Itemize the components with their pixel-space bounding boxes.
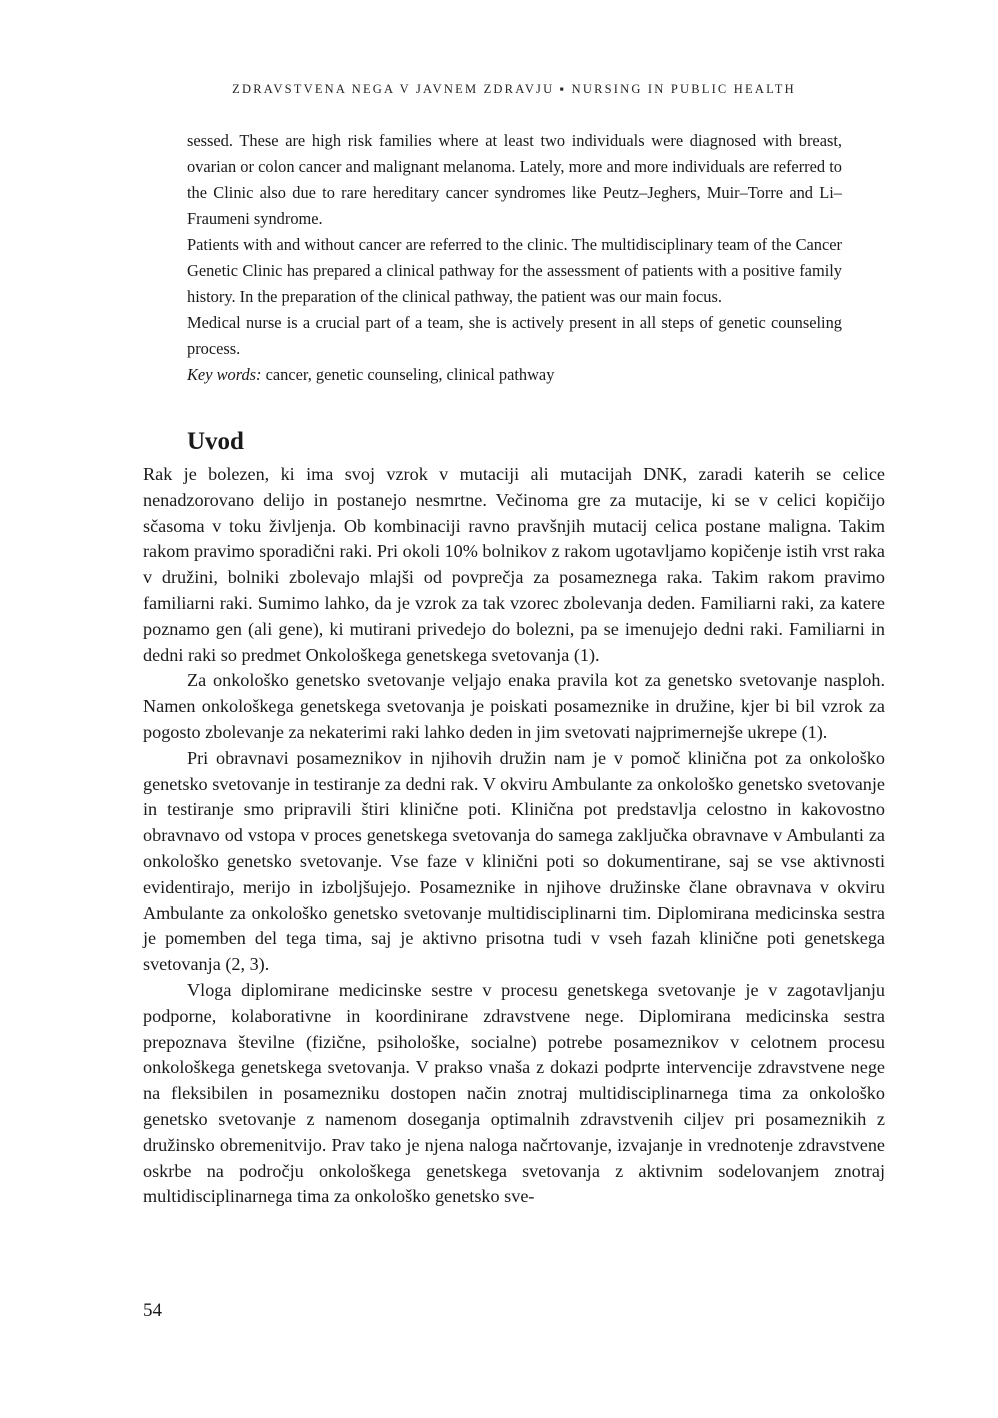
keywords-value: cancer, genetic counseling, clinical pathway <box>265 365 555 384</box>
section-heading: Uvod <box>187 428 244 455</box>
body-paragraph: Vloga diplomirane medicinske sestre v procesu genetskega svetovanje je v zagotavljanju podporne, kolaborativne in koordinirane zdravstvene nege. Diplomirana medicinska sestra prepoznava številne (fizične, psihološke, socialne) potrebe posameznikov v celotnem procesu onkološkega genetskega svetovanja. V prakso vnaša z dokazi podprte intervencije zdravstvene nege na fleksibilen in posamezniku dostopen način znotraj multidisciplinarnega tima za onkološko genetsko svetovanje z namenom doseganja optimalnih zdravstvenih ciljev pri posameznikih z družinsko obremenitvijo. Prav tako je njena naloga načrtovanje, izvajanje in vrednotenje zdravstvene oskrbe na področju onkološkega genetskega svetovanja z aktivnim sodelovanjem znotraj multidisciplinarnega tima za onkološko genetsko sve- <box>143 979 885 1207</box>
abstract-paragraph: Patients with and without cancer are referred to the clinic. The multidisciplinary team of the Cancer Genetic Clinic has prepared a clinical pathway for the assessment of patients with a positive family history. In the preparation of the clinical pathway, the patient was our main focus. <box>187 235 842 306</box>
keywords-line <box>187 362 842 388</box>
section-body <box>143 462 885 1210</box>
keywords-label: Key words: <box>187 365 262 384</box>
body-paragraph: Pri obravnavi posameznikov in njihovih družin nam je v pomoč klinična pot za onkološko genetsko svetovanje in testiranje za dedni rak. V okviru Ambulante za onkološko genetsko svetovanje in testiranje smo pripravili štiri klinične poti. Klinična pot predstavlja celostno in kakovostno obravnavo od vstopa v proces genetskega svetovanja do samega zaključka obravnave v Ambulanti za onkološko genetsko svetovanje. Vse faze v klinični poti so dokumentirane, saj se vse aktivnosti evidentirajo, merijo in izboljšujejo. Posameznike in njihove družinske člane obravnava v okviru Ambulante za onkološko genetsko svetovanje multidisciplinarni tim. Diplomirana medicinska sestra je pomemben del tega tima, saj je aktivno prisotna tudi v vseh fazah klinične poti genetskega svetovanja (2, 3). <box>143 747 885 975</box>
body-paragraph: Za onkološko genetsko svetovanje veljajo enaka pravila kot za genetsko svetovanje nasploh. Namen onkološkega genetskega svetovanja je poiskati posameznike in družine, kjer bi bil vzrok za pogosto zbolevanje za nekaterimi raki lahko deden in jim svetovati najprimernejše ukrepe (1). <box>143 670 885 742</box>
abstract-continuation <box>187 128 842 388</box>
running-header: ZDRAVSTVENA NEGA V JAVNEM ZDRAVJU ▪ NURSING IN PUBLIC HEALTH <box>232 82 796 96</box>
abstract-paragraph: sessed. These are high risk families where at least two individuals were diagnosed with breast, ovarian or colon cancer and malignant melanoma. Lately, more and more individuals are referred to the Clinic also due to rare hereditary cancer syndromes like Peutz–Jeghers, Muir–Torre and Li–Fraumeni syndrome. <box>187 131 842 228</box>
body-paragraph: Rak je bolezen, ki ima svoj vzrok v mutaciji ali mutacijah DNK, zaradi katerih se celice nenadzorovano delijo in postanejo nesmrtne. Večinoma gre za mutacije, ki se v celici kopičijo sčasoma v toku življenja. Ob kombinaciji ravno pravšnjih mutacij celica postane maligna. Takim rakom pravimo sporadični raki. Pri okoli 10% bolnikov z rakom ugotavljamo kopičenje istih vrst raka v družini, bolniki zbolevajo mlajši od povprečja za posameznega raka. Takim rakom pravimo familiarni raki. Sumimo lahko, da je vzrok za tak vzorec zbolevanja deden. Familiarni raki, za katere poznamo gen (ali gene), ki mutirani privedejo do bolezni, pa se imenujejo dedni raki. Familiarni in dedni raki so predmet Onkološkega genetskega svetovanja (1). <box>143 464 885 665</box>
abstract-paragraph: Medical nurse is a crucial part of a team, she is actively present in all steps of genetic counseling process. <box>187 313 842 358</box>
page-number: 54 <box>143 1300 162 1321</box>
